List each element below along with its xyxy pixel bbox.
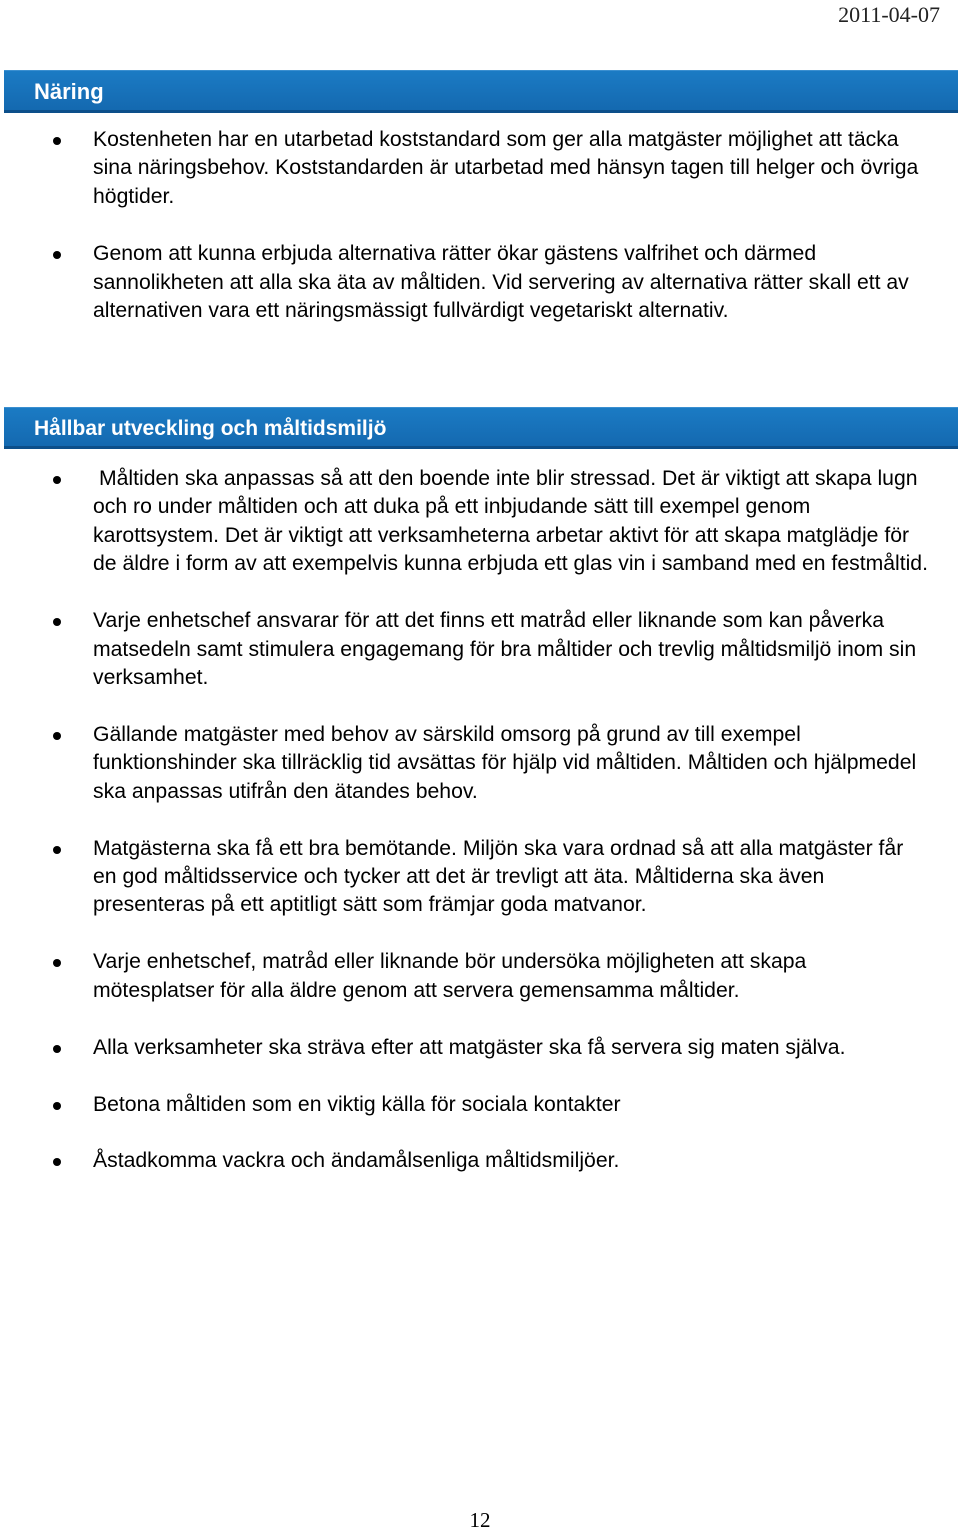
bullet-icon (53, 1045, 61, 1053)
document-date: 2011-04-07 (838, 2, 940, 27)
bullet-icon (53, 1102, 61, 1110)
bullet-icon (53, 137, 61, 145)
list-item (0, 835, 960, 920)
list-item (0, 607, 960, 692)
naring-bullet-list (0, 126, 960, 354)
list-item (0, 1147, 960, 1175)
list-item-text: Åstadkomma vackra och ändamålsenliga måltidsmiljöer. (93, 1149, 620, 1173)
list-item-text: Alla verksamheter ska sträva efter att matgäster ska få servera sig maten själva. (93, 1035, 846, 1059)
list-item-text: Genom att kunna erbjuda alternativa rätter ökar gästens valfrihet och därmed sannolikheten att alla ska äta av måltiden. Vid servering av alternativa rätter skall ett av alternativen vara ett näringsmässigt fullvärdigt vegetariskt alternativ. (93, 242, 909, 323)
list-item (0, 721, 960, 806)
list-item (0, 465, 960, 579)
list-item (0, 126, 960, 211)
list-item-text: Betona måltiden som en viktig källa för sociala kontakter (93, 1092, 621, 1116)
bullet-icon (53, 618, 61, 626)
list-item (0, 948, 960, 1005)
bullet-icon (53, 476, 61, 484)
list-item (0, 1034, 960, 1062)
list-item-text: Varje enhetschef, matråd eller liknande bör undersöka möjligheten att skapa mötesplatser för alla äldre genom att servera gemensamma måltider. (93, 950, 807, 1002)
list-item-text: Matgästerna ska få ett bra bemötande. Miljön ska vara ordnad så att alla matgäster får en god måltidsservice och tycker att det är trevligt att äta. Måltiderna ska även presenteras på ett aptitligt sätt som främjar goda matvanor. (93, 836, 904, 917)
bullet-icon (53, 251, 61, 259)
section-heading-naring: Näring (4, 70, 958, 113)
list-item-text (93, 467, 928, 575)
list-item-body: Måltiden ska anpassas så att den boende inte blir stressad. Det är viktigt att skapa lugn och ro under måltiden och att duka på ett inbjudande sätt till exempel genom karottsystem. Det är viktigt att verksamheterna arbetar aktivt för att skapa matglädje för de äldre i form av att exempelvis kunna erbjuda ett glas vin i samband med en festmåltid. (93, 467, 928, 576)
list-item-text: Gällande matgäster med behov av särskild omsorg på grund av till exempel funktionshinder ska tillräcklig tid avsättas för hjälp vid måltiden. Måltiden och hjälpmedel ska anpassas utifrån den ätandes behov. (93, 722, 917, 803)
bullet-icon (53, 959, 61, 967)
list-item-text: Varje enhetschef ansvarar för att det finns ett matråd eller liknande som kan påverka matsedeln samt stimulera engagemang för bra måltider och trevlig måltidsmiljö inom sin verksamhet. (93, 609, 917, 689)
bullet-icon (53, 846, 61, 854)
page-number: 12 (469, 1508, 491, 1532)
list-item (0, 1091, 960, 1119)
hallbar-bullet-list (0, 465, 960, 1204)
bullet-icon (53, 732, 61, 740)
list-item-text: Kostenheten har en utarbetad koststandard som ger alla matgäster möjlighet att täcka sina näringsbehov. Koststandarden är utarbetad med hänsyn tagen till helger och övriga högtider. (93, 128, 919, 208)
bullet-icon (53, 1158, 61, 1166)
list-item (0, 240, 960, 325)
section-heading-hallbar-utveckling: Hållbar utveckling och måltidsmiljö (4, 407, 958, 449)
